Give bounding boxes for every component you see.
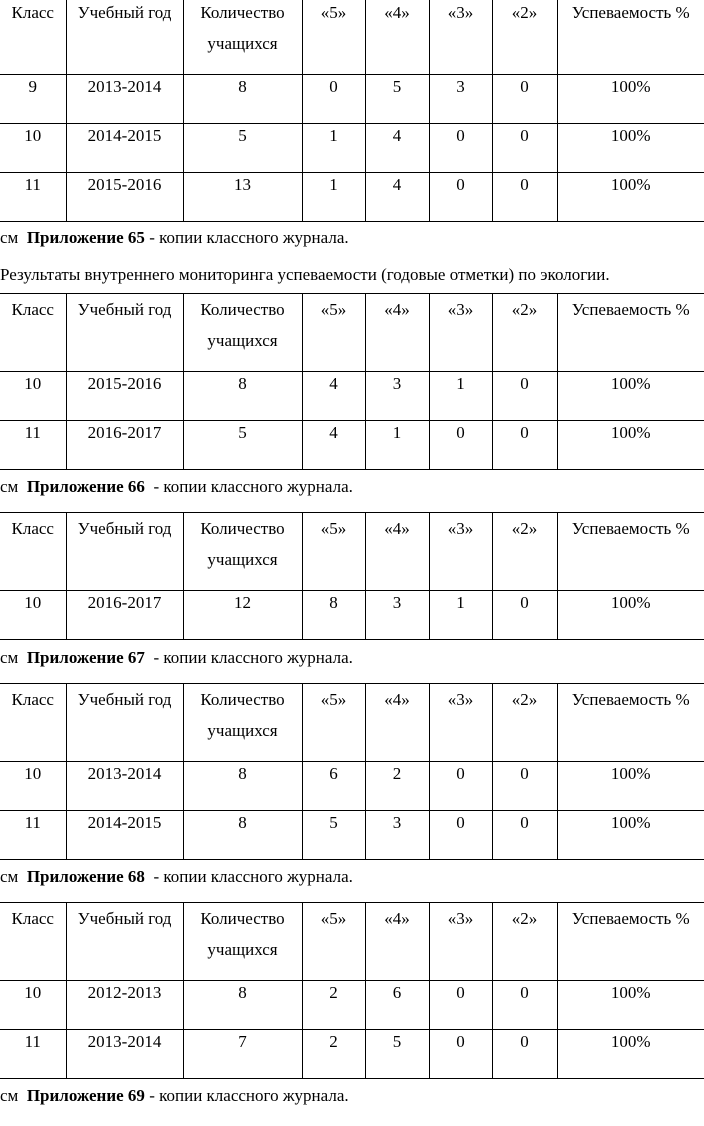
header-label: Успеваемость % — [571, 300, 690, 319]
header-grade-3 — [429, 294, 492, 372]
header-label: «4» — [384, 690, 410, 709]
header-grade-3 — [429, 684, 492, 762]
header-school-year — [66, 903, 183, 981]
header-label: «5» — [320, 519, 347, 538]
table-row — [0, 1030, 704, 1079]
header-label: Учебный год — [77, 909, 172, 928]
header-label: Количество учащихся — [200, 690, 285, 740]
header-school-year — [66, 684, 183, 762]
cell-grade-5: 4 — [302, 372, 365, 421]
header-label: «2» — [511, 300, 538, 319]
cell-success-rate: 100% — [557, 591, 704, 640]
cell-student-count: 5 — [183, 421, 302, 470]
header-label: «2» — [511, 909, 538, 928]
appendix-note — [0, 477, 353, 497]
header-label: «5» — [320, 690, 347, 709]
header-student-count — [183, 294, 302, 372]
header-label: Успеваемость % — [571, 519, 690, 538]
grades-table — [0, 0, 704, 222]
header-label: Количество учащихся — [200, 909, 285, 959]
cell-class: 9 — [0, 75, 66, 124]
header-label: «3» — [447, 3, 474, 22]
cell-class: 11 — [0, 173, 66, 222]
cell-grade-2: 0 — [492, 981, 557, 1030]
table-header-row — [0, 684, 704, 762]
cell-grade-2: 0 — [492, 811, 557, 860]
header-grade-4 — [365, 294, 429, 372]
header-grade-2 — [492, 0, 557, 75]
table-row — [0, 173, 704, 222]
table-row — [0, 762, 704, 811]
appendix-note — [0, 867, 353, 887]
cell-grade-4: 1 — [365, 421, 429, 470]
appendix-note — [0, 228, 349, 248]
cell-grade-5: 8 — [302, 591, 365, 640]
cell-school-year: 2016-2017 — [66, 591, 183, 640]
header-class — [0, 0, 66, 75]
note-prefix: см — [0, 477, 19, 496]
header-school-year — [66, 294, 183, 372]
header-label: Класс — [11, 519, 54, 538]
header-label: «2» — [511, 690, 538, 709]
cell-grade-2: 0 — [492, 1030, 557, 1079]
cell-grade-5: 4 — [302, 421, 365, 470]
cell-student-count: 8 — [183, 981, 302, 1030]
header-label: Успеваемость % — [571, 690, 690, 709]
cell-student-count: 5 — [183, 124, 302, 173]
header-label: «4» — [384, 909, 410, 928]
note-prefix: см — [0, 648, 19, 667]
appendix-note — [0, 1086, 349, 1106]
cell-grade-5: 0 — [302, 75, 365, 124]
cell-grade-4: 3 — [365, 372, 429, 421]
header-label: Учебный год — [77, 3, 172, 22]
cell-grade-5: 2 — [302, 981, 365, 1030]
cell-grade-5: 1 — [302, 173, 365, 222]
table-row — [0, 811, 704, 860]
cell-class: 10 — [0, 124, 66, 173]
cell-student-count: 8 — [183, 372, 302, 421]
cell-success-rate: 100% — [557, 124, 704, 173]
cell-grade-4: 4 — [365, 173, 429, 222]
cell-class: 10 — [0, 372, 66, 421]
header-school-year — [66, 513, 183, 591]
header-class — [0, 684, 66, 762]
cell-grade-3: 0 — [429, 173, 492, 222]
cell-grade-3: 0 — [429, 811, 492, 860]
header-label: «4» — [384, 3, 410, 22]
cell-class: 11 — [0, 811, 66, 860]
appendix-ref: Приложение 69 — [26, 1086, 145, 1105]
header-class — [0, 513, 66, 591]
cell-grade-3: 0 — [429, 421, 492, 470]
header-label: Количество учащихся — [200, 300, 285, 350]
cell-student-count: 12 — [183, 591, 302, 640]
table-header-row — [0, 294, 704, 372]
cell-grade-3: 1 — [429, 372, 492, 421]
header-label: «3» — [447, 690, 474, 709]
header-label: Успеваемость % — [571, 909, 690, 928]
cell-grade-2: 0 — [492, 372, 557, 421]
cell-student-count: 8 — [183, 75, 302, 124]
cell-success-rate: 100% — [557, 75, 704, 124]
header-label: Учебный год — [77, 300, 172, 319]
cell-grade-3: 1 — [429, 591, 492, 640]
cell-success-rate: 100% — [557, 372, 704, 421]
header-label: Класс — [11, 690, 54, 709]
monitoring-caption: Результаты внутреннего мониторинга успеваемости (годовые отметки) по экологии. — [0, 265, 610, 284]
header-label: Количество учащихся — [200, 3, 285, 53]
header-grade-2 — [492, 903, 557, 981]
cell-grade-2: 0 — [492, 173, 557, 222]
table-row — [0, 124, 704, 173]
header-label: Класс — [11, 3, 54, 22]
cell-grade-4: 5 — [365, 75, 429, 124]
cell-school-year: 2013-2014 — [66, 75, 183, 124]
cell-grade-4: 4 — [365, 124, 429, 173]
header-label: «3» — [447, 519, 474, 538]
cell-class: 10 — [0, 762, 66, 811]
header-grade-5 — [302, 294, 365, 372]
appendix-ref: Приложение 68 — [26, 867, 145, 886]
appendix-ref: Приложение 65 — [26, 228, 145, 247]
grades-table — [0, 683, 704, 860]
note-prefix: см — [0, 867, 19, 886]
table-row — [0, 421, 704, 470]
header-label: Количество учащихся — [200, 519, 285, 569]
header-label: Класс — [11, 909, 54, 928]
header-grade-5 — [302, 903, 365, 981]
header-success-rate — [557, 294, 704, 372]
cell-student-count: 7 — [183, 1030, 302, 1079]
cell-school-year: 2013-2014 — [66, 1030, 183, 1079]
cell-class: 11 — [0, 421, 66, 470]
header-grade-4 — [365, 684, 429, 762]
cell-grade-2: 0 — [492, 762, 557, 811]
cell-school-year: 2013-2014 — [66, 762, 183, 811]
cell-success-rate: 100% — [557, 811, 704, 860]
header-label: «2» — [511, 519, 538, 538]
cell-school-year: 2012-2013 — [66, 981, 183, 1030]
cell-student-count: 8 — [183, 811, 302, 860]
header-label: «2» — [511, 3, 538, 22]
cell-grade-2: 0 — [492, 591, 557, 640]
header-school-year — [66, 0, 183, 75]
note-prefix: см — [0, 228, 19, 247]
cell-grade-4: 3 — [365, 591, 429, 640]
header-grade-4 — [365, 903, 429, 981]
header-grade-2 — [492, 294, 557, 372]
cell-class: 10 — [0, 591, 66, 640]
note-prefix: см — [0, 1086, 19, 1105]
table-row — [0, 591, 704, 640]
header-grade-5 — [302, 0, 365, 75]
cell-grade-4: 6 — [365, 981, 429, 1030]
cell-grade-5: 2 — [302, 1030, 365, 1079]
header-grade-5 — [302, 684, 365, 762]
header-class — [0, 903, 66, 981]
table-header-row — [0, 513, 704, 591]
cell-grade-5: 5 — [302, 811, 365, 860]
note-suffix: - копии классного журнала. — [153, 477, 353, 496]
header-student-count — [183, 0, 302, 75]
table-header-row — [0, 0, 704, 75]
header-label: «5» — [320, 300, 347, 319]
appendix-ref: Приложение 66 — [26, 477, 145, 496]
cell-class: 11 — [0, 1030, 66, 1079]
cell-student-count: 13 — [183, 173, 302, 222]
header-label: Учебный год — [77, 519, 172, 538]
cell-grade-3: 0 — [429, 1030, 492, 1079]
cell-grade-3: 0 — [429, 981, 492, 1030]
appendix-ref: Приложение 67 — [26, 648, 145, 667]
header-grade-4 — [365, 0, 429, 75]
cell-success-rate: 100% — [557, 981, 704, 1030]
header-label: «5» — [320, 3, 347, 22]
cell-success-rate: 100% — [557, 762, 704, 811]
cell-grade-3: 0 — [429, 124, 492, 173]
header-label: «3» — [447, 909, 474, 928]
cell-grade-3: 3 — [429, 75, 492, 124]
header-success-rate — [557, 513, 704, 591]
table-row — [0, 981, 704, 1030]
cell-success-rate: 100% — [557, 421, 704, 470]
header-grade-5 — [302, 513, 365, 591]
grades-table — [0, 293, 704, 470]
note-suffix: - копии классного журнала. — [153, 648, 353, 667]
header-student-count — [183, 903, 302, 981]
note-suffix: - копии классного журнала. — [149, 1086, 349, 1105]
cell-school-year: 2015-2016 — [66, 173, 183, 222]
header-grade-2 — [492, 513, 557, 591]
cell-grade-5: 6 — [302, 762, 365, 811]
header-label: Учебный год — [77, 690, 172, 709]
header-grade-3 — [429, 0, 492, 75]
header-success-rate — [557, 0, 704, 75]
header-success-rate — [557, 684, 704, 762]
header-success-rate — [557, 903, 704, 981]
cell-grade-2: 0 — [492, 124, 557, 173]
header-label: «4» — [384, 519, 410, 538]
grades-table — [0, 512, 704, 640]
grades-table — [0, 902, 704, 1079]
cell-school-year: 2014-2015 — [66, 124, 183, 173]
cell-class: 10 — [0, 981, 66, 1030]
cell-grade-4: 5 — [365, 1030, 429, 1079]
header-label: «3» — [447, 300, 474, 319]
cell-grade-2: 0 — [492, 421, 557, 470]
cell-school-year: 2016-2017 — [66, 421, 183, 470]
note-suffix: - копии классного журнала. — [153, 867, 353, 886]
header-label: Успеваемость % — [571, 3, 690, 22]
cell-success-rate: 100% — [557, 173, 704, 222]
note-suffix: - копии классного журнала. — [149, 228, 349, 247]
table-row — [0, 75, 704, 124]
table-row — [0, 372, 704, 421]
appendix-note — [0, 648, 353, 668]
header-label: «5» — [320, 909, 347, 928]
header-grade-3 — [429, 513, 492, 591]
header-student-count — [183, 513, 302, 591]
header-grade-2 — [492, 684, 557, 762]
cell-grade-3: 0 — [429, 762, 492, 811]
cell-success-rate: 100% — [557, 1030, 704, 1079]
table-header-row — [0, 903, 704, 981]
cell-grade-4: 2 — [365, 762, 429, 811]
header-label: «4» — [384, 300, 410, 319]
cell-school-year: 2015-2016 — [66, 372, 183, 421]
cell-school-year: 2014-2015 — [66, 811, 183, 860]
header-grade-4 — [365, 513, 429, 591]
header-class — [0, 294, 66, 372]
cell-grade-2: 0 — [492, 75, 557, 124]
header-label: Класс — [11, 300, 54, 319]
header-grade-3 — [429, 903, 492, 981]
cell-grade-4: 3 — [365, 811, 429, 860]
cell-student-count: 8 — [183, 762, 302, 811]
cell-grade-5: 1 — [302, 124, 365, 173]
header-student-count — [183, 684, 302, 762]
